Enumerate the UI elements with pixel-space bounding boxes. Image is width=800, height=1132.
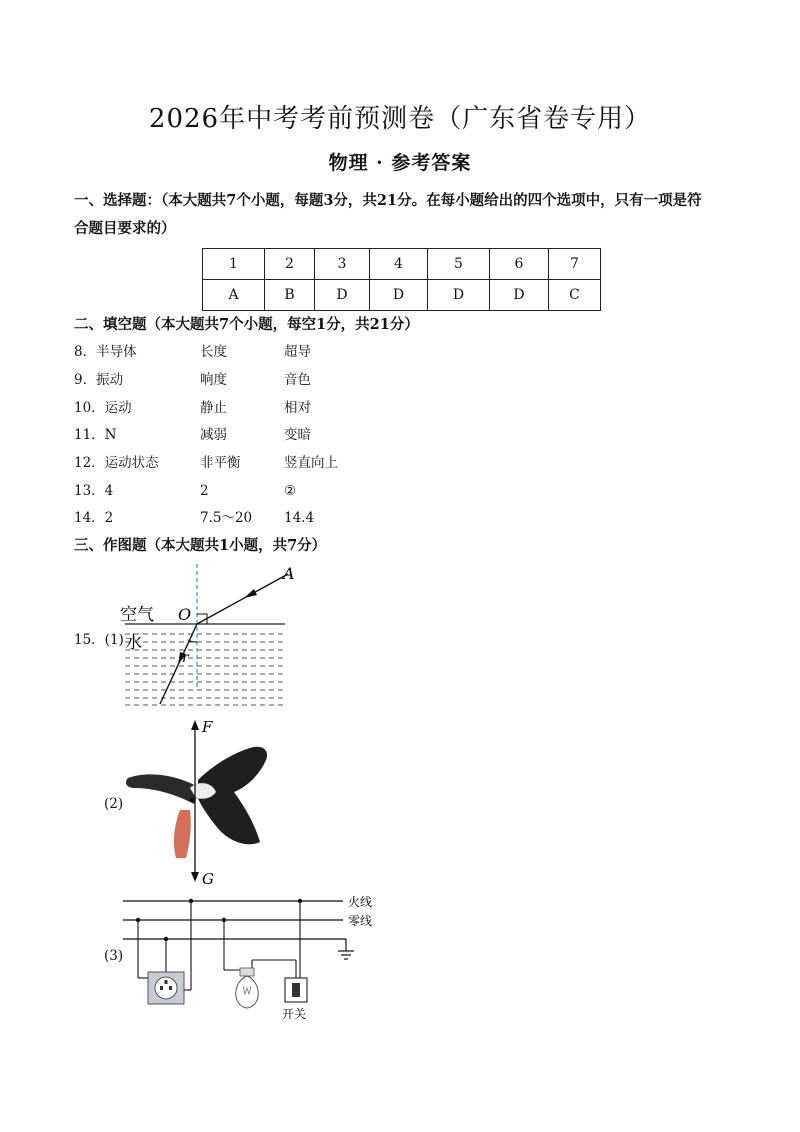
- fill-answer-q: 12．运动状态: [74, 455, 159, 471]
- answer-letter: D: [428, 280, 490, 311]
- fill-answer-c: ②: [284, 483, 297, 499]
- fill-answer-b: 减弱: [200, 427, 227, 443]
- answer-table-number-row: [203, 249, 601, 280]
- fill-answer-q: 9．振动: [74, 372, 124, 388]
- answer-number: 3: [315, 249, 370, 280]
- fill-answer-q: 8．半导体: [74, 344, 137, 360]
- part-3-label: (3): [104, 948, 124, 964]
- answer-letter: D: [370, 280, 428, 311]
- page-title: 2026年中考考前预测卷（广东省卷专用）: [148, 104, 652, 134]
- point-o-label: O: [178, 605, 192, 624]
- fill-answer-q: 10．运动: [74, 400, 132, 416]
- force-f-label: F: [202, 718, 213, 736]
- finger-icon: [174, 810, 191, 858]
- eagle-force-figure: [120, 718, 280, 890]
- fill-answer-b: 响度: [200, 372, 227, 388]
- fill-answer-q: 11．N: [74, 427, 117, 443]
- power-outlet-icon: [148, 972, 184, 1004]
- fill-answer-c: 竖直向上: [284, 455, 338, 471]
- fill-answer-b: 静止: [200, 400, 227, 416]
- fill-answer-c: 音色: [284, 372, 311, 388]
- fill-answer-b: 非平衡: [200, 455, 241, 471]
- point-a-label: A: [283, 564, 295, 583]
- section3-heading: 三、作图题（本大题共1小题，共7分）: [74, 537, 327, 554]
- section1-heading: 一、选择题：（本大题共7个小题，每题3分，共21分。在每小题给出的四个选项中，只有一项是符: [74, 192, 702, 209]
- household-circuit-figure: [118, 890, 388, 1030]
- fill-answer-q: 13．4: [74, 483, 114, 499]
- refraction-figure: [120, 562, 300, 707]
- answer-number: 5: [428, 249, 490, 280]
- answer-letter: D: [490, 280, 549, 311]
- answer-number: 7: [549, 249, 601, 280]
- fill-answer-c: 14.4: [284, 510, 315, 526]
- section1-heading-cont: 合题目要求的）: [74, 220, 176, 237]
- fill-answer-b: 2: [200, 483, 209, 499]
- fill-answer-c: 变暗: [284, 427, 311, 443]
- eagle-icon: [126, 774, 200, 804]
- part-2-label: (2): [104, 796, 124, 812]
- answer-letter: D: [315, 280, 370, 311]
- answer-table-answer-row: [203, 280, 601, 311]
- answer-number: 2: [265, 249, 315, 280]
- section2-heading: 二、填空题（本大题共7个小题，每空1分，共21分）: [74, 316, 419, 333]
- answer-letter: A: [203, 280, 265, 311]
- fill-answer-c: 相对: [284, 400, 311, 416]
- answer-number: 6: [490, 249, 549, 280]
- page-subtitle: 物理 · 参考答案: [328, 152, 472, 174]
- switch-label: 开关: [282, 1007, 307, 1021]
- answer-number: 1: [203, 249, 265, 280]
- answer-letter: C: [549, 280, 601, 311]
- answer-table: [202, 248, 601, 311]
- wall-switch-icon: [285, 978, 307, 1002]
- fill-answer-q: 14．2: [74, 510, 114, 526]
- air-label: 空气: [120, 605, 154, 625]
- live-wire-label: 火线: [348, 895, 373, 909]
- answer-number: 4: [370, 249, 428, 280]
- fill-answer-b: 7.5～20: [200, 510, 253, 526]
- water-label: 水: [125, 633, 142, 653]
- neutral-wire-label: 零线: [348, 914, 373, 928]
- force-g-label: G: [202, 870, 214, 888]
- light-bulb-icon: [236, 968, 259, 1008]
- fill-answer-c: 超导: [284, 344, 311, 360]
- angle-r-label: r: [182, 650, 189, 666]
- question-15-label: 15．(1): [74, 632, 124, 648]
- fill-answer-b: 长度: [200, 344, 227, 360]
- answer-letter: B: [265, 280, 315, 311]
